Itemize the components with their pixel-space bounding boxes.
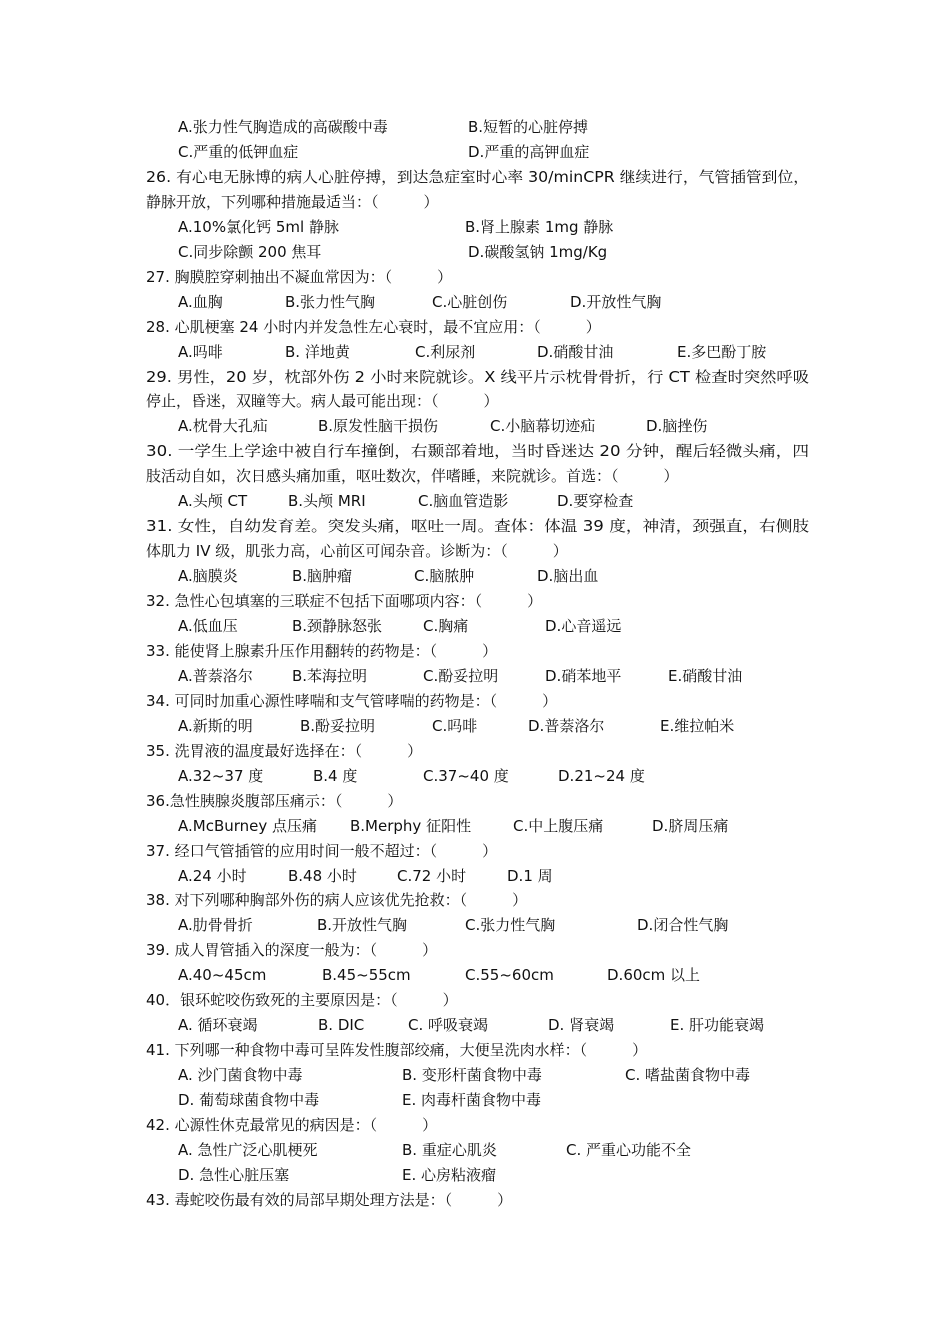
option-text: C.严重的低钾血症 xyxy=(178,142,299,161)
option-text: B.颈静脉怒张 xyxy=(292,617,383,635)
option-text: C.脑血管造影 xyxy=(418,492,509,511)
question-line xyxy=(146,464,679,489)
options-row xyxy=(0,115,950,140)
question-text: 停止，昏迷，双瞳等大。病人最可能出现：（ ） xyxy=(146,392,499,411)
option-text: D.21~24 度 xyxy=(558,766,645,785)
option-text: C. 严重心功能不全 xyxy=(566,1140,692,1159)
options-row xyxy=(0,140,950,165)
option-text: E.硝酸甘油 xyxy=(668,666,743,685)
option-text: A.10%氯化钙 5ml 静脉 xyxy=(178,217,339,236)
options-row xyxy=(0,340,950,365)
question-line xyxy=(146,439,810,464)
question-text: 31. 女性，自幼发育差。突发头痛，呕吐一周。查体：体温 39 度，神清，颈强直，右侧肢 xyxy=(146,517,810,536)
question-text: 37. 经口气管插管的应用时间一般不超过：（ ） xyxy=(146,841,498,860)
options-row xyxy=(0,1088,950,1113)
options-row xyxy=(0,414,950,439)
option-text: C.脑脓肿 xyxy=(414,567,475,586)
option-text: D.心音遥远 xyxy=(545,617,622,635)
question-text: 29. 男性，20 岁，枕部外伤 2 小时来院就诊。X 线平片示枕骨骨折，行 CT 检查时突然呼吸 xyxy=(146,367,810,386)
option-text: A.张力性气胸造成的高碳酸中毒 xyxy=(178,118,388,136)
option-text: E. 肉毒杆菌食物中毒 xyxy=(402,1091,542,1109)
option-text: D. 葡萄球菌食物中毒 xyxy=(178,1091,320,1109)
question-text: 33. 能使肾上腺素升压作用翻转的药物是：（ ） xyxy=(146,641,498,660)
options-row xyxy=(0,714,950,739)
option-text: C.利尿剂 xyxy=(415,342,476,361)
option-text: C.心脏创伤 xyxy=(432,292,508,311)
option-text: A. 急性广泛心肌梗死 xyxy=(178,1140,318,1159)
option-text: A.40~45cm xyxy=(178,966,267,985)
question-text: 35. 洗胃液的温度最好选择在：（ ） xyxy=(146,741,423,760)
option-text: C.37~40 度 xyxy=(423,766,509,785)
question-line xyxy=(146,190,439,215)
options-row xyxy=(0,1063,950,1088)
option-text: B.酚妥拉明 xyxy=(300,716,376,735)
option-text: D.脐周压痛 xyxy=(652,816,729,835)
option-text: C. 呼吸衰竭 xyxy=(408,1016,489,1035)
question-text: 肢活动自如，次日感头痛加重，呕吐数次，伴嗜睡，来院就诊。首选：（ ） xyxy=(146,467,679,486)
question-line xyxy=(146,1188,512,1213)
options-row xyxy=(0,963,950,988)
options-row xyxy=(0,1138,950,1163)
option-text: B. 重症心肌炎 xyxy=(402,1140,497,1159)
option-text: B.原发性脑干损伤 xyxy=(318,417,439,436)
question-line xyxy=(146,639,497,664)
option-text: A.脑膜炎 xyxy=(178,567,238,586)
question-line xyxy=(146,365,810,390)
option-text: B.Merphy 征阳性 xyxy=(350,816,472,835)
option-text: C.小脑幕切迹疝 xyxy=(490,417,596,436)
option-text: B. 洋地黄 xyxy=(285,342,350,361)
option-text: A.肋骨骨折 xyxy=(178,916,253,935)
options-row xyxy=(0,290,950,315)
options-row xyxy=(0,814,950,839)
option-text: C. 嗜盐菌食物中毒 xyxy=(625,1066,751,1085)
question-text: 42. 心源性休克最常见的病因是：（ ） xyxy=(146,1116,438,1134)
options-row xyxy=(0,664,950,689)
question-text: 40．银环蛇咬伤致死的主要原因是：（ ） xyxy=(146,991,458,1010)
option-text: D.碳酸氢钠 1mg/Kg xyxy=(468,242,608,261)
option-text: C.同步除颤 200 焦耳 xyxy=(178,242,322,261)
options-row xyxy=(0,215,950,240)
question-text: 34. 可同时加重心源性哮喘和支气管哮喘的药物是：（ ） xyxy=(146,691,558,710)
question-line xyxy=(146,165,810,190)
question-line xyxy=(146,389,499,414)
option-text: C.张力性气胸 xyxy=(465,916,556,935)
question-text: 39. 成人胃管插入的深度一般为：（ ） xyxy=(146,941,438,960)
options-row xyxy=(0,1163,950,1188)
option-text: A.普萘洛尔 xyxy=(178,666,253,685)
option-text: D.硝酸甘油 xyxy=(537,342,614,361)
options-row xyxy=(0,764,950,789)
option-text: D. 急性心脏压塞 xyxy=(178,1165,290,1184)
question-line xyxy=(146,689,557,714)
question-line xyxy=(146,1038,647,1063)
option-text: D.开放性气胸 xyxy=(570,292,662,311)
question-text: 32. 急性心包填塞的三联症不包括下面哪项内容：（ ） xyxy=(146,592,543,610)
question-text: 38. 对下列哪种胸部外伤的病人应该优先抢救：（ ） xyxy=(146,891,528,910)
question-line xyxy=(146,789,402,814)
question-line xyxy=(146,265,452,290)
question-line xyxy=(146,839,497,864)
option-text: D.脑挫伤 xyxy=(646,417,708,436)
option-text: B.头颅 MRI xyxy=(288,492,366,511)
question-text: 27. 胸膜腔穿刺抽出不凝血常因为：（ ） xyxy=(146,267,453,286)
question-line xyxy=(146,739,422,764)
option-text: B.短暂的心脏停搏 xyxy=(468,118,589,136)
question-text: 30. 一学生上学途中被自行车撞倒，右颞部着地，当时昏迷达 20 分钟，醒后轻微头痛，四 xyxy=(146,442,810,461)
options-row xyxy=(0,1013,950,1038)
option-text: D.闭合性气胸 xyxy=(637,916,729,935)
option-text: E.多巴酚丁胺 xyxy=(677,342,767,361)
option-text: D.硝苯地平 xyxy=(545,666,622,685)
option-text: A.24 小时 xyxy=(178,866,247,885)
option-text: B.肾上腺素 1mg 静脉 xyxy=(465,217,614,236)
question-line xyxy=(146,315,601,340)
question-text: 41. 下列哪一种食物中毒可呈阵发性腹部绞痛，大便呈洗肉水样：（ ） xyxy=(146,1041,648,1060)
option-text: B. 变形杆菌食物中毒 xyxy=(402,1066,542,1085)
option-text: D.严重的高钾血症 xyxy=(468,142,590,161)
question-line xyxy=(146,888,527,913)
option-text: C.酚妥拉明 xyxy=(423,666,499,685)
options-row xyxy=(0,489,950,514)
question-text: 体肌力 IV 级，肌张力高，心前区可闻杂音。诊断为：（ ） xyxy=(146,542,568,561)
option-text: B.苯海拉明 xyxy=(292,666,368,685)
option-text: D.1 周 xyxy=(507,866,553,885)
option-text: B.45~55cm xyxy=(322,966,411,985)
option-text: B. DIC xyxy=(318,1016,365,1035)
options-row xyxy=(0,564,950,589)
options-row xyxy=(0,913,950,938)
option-text: A.枕骨大孔疝 xyxy=(178,417,268,436)
option-text: D.脑出血 xyxy=(537,567,599,586)
option-text: A.低血压 xyxy=(178,617,238,635)
options-row xyxy=(0,240,950,265)
option-text: A.血胸 xyxy=(178,292,223,311)
option-text: A. 循环衰竭 xyxy=(178,1016,258,1035)
option-text: B.48 小时 xyxy=(288,866,357,885)
option-text: C.55~60cm xyxy=(465,966,554,985)
question-text: 28. 心肌梗塞 24 小时内并发急性左心衰时，最不宜应用：（ ） xyxy=(146,317,601,336)
option-text: D. 肾衰竭 xyxy=(548,1016,615,1035)
question-line xyxy=(146,589,542,614)
option-text: B.开放性气胸 xyxy=(317,916,408,935)
question-text: 静脉开放，下列哪种措施最适当：（ ） xyxy=(146,192,439,211)
question-text: 26. 有心电无脉博的病人心脏停搏，到达急症室时心率 30/minCPR 继续进行，气管插管到位， xyxy=(146,167,810,186)
option-text: D.普萘洛尔 xyxy=(528,716,605,735)
question-line xyxy=(146,539,568,564)
option-text: A.吗啡 xyxy=(178,342,223,361)
option-text: A.头颅 CT xyxy=(178,492,248,511)
option-text: A. 沙门菌食物中毒 xyxy=(178,1066,303,1085)
question-text: 36.急性胰腺炎腹部压痛示：（ ） xyxy=(146,791,403,810)
option-text: B.张力性气胸 xyxy=(285,292,376,311)
option-text: D.60cm 以上 xyxy=(607,966,701,985)
question-line xyxy=(146,1113,437,1138)
option-text: A.新斯的明 xyxy=(178,716,253,735)
options-row xyxy=(0,864,950,889)
option-text: B.脑肿瘤 xyxy=(292,567,353,586)
option-text: C.胸痛 xyxy=(423,617,469,635)
option-text: A.32~37 度 xyxy=(178,766,264,785)
option-text: D.要穿检查 xyxy=(557,492,634,511)
option-text: C.72 小时 xyxy=(397,866,467,885)
option-text: A.McBurney 点压痛 xyxy=(178,816,318,835)
option-text: C.吗啡 xyxy=(432,716,478,735)
option-text: E.维拉帕米 xyxy=(660,716,735,735)
options-row xyxy=(0,614,950,639)
question-line xyxy=(146,938,437,963)
question-line xyxy=(146,988,458,1013)
question-text: 43. 毒蛇咬伤最有效的局部早期处理方法是：（ ） xyxy=(146,1190,513,1209)
question-line xyxy=(146,514,810,539)
option-text: E. 心房粘液瘤 xyxy=(402,1165,497,1184)
option-text: E. 肝功能衰竭 xyxy=(670,1016,765,1035)
option-text: C.中上腹压痛 xyxy=(513,816,604,835)
option-text: B.4 度 xyxy=(313,766,358,785)
